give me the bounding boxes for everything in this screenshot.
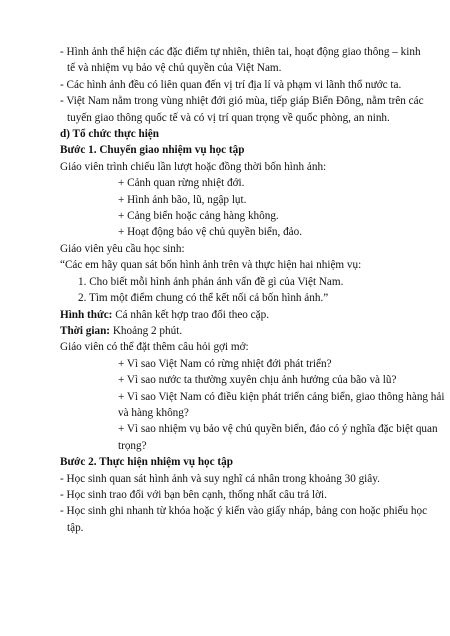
intro-line-3: - Việt Nam nằm trong vùng nhiệt đới gió mùa, tiếp giáp Biển Đông, nằm trên các <box>60 95 424 108</box>
teacher-request: Giáo viên yêu cầu học sinh: <box>60 242 185 255</box>
step2-line-2: - Học sinh trao đổi với bạn bên cạnh, thống nhất câu trả lời. <box>60 488 327 501</box>
form-value: Cá nhân kết hợp trao đổi theo cặp. <box>112 308 269 321</box>
intro-line-1: - Hình ảnh thể hiện các đặc điểm tự nhiên, thiên tai, hoạt động giao thông – kinh <box>60 46 421 58</box>
image-item-4: + Hoạt động bảo vệ chủ quyền biển, đảo. <box>118 226 303 239</box>
image-item-3: + Cảng biển hoặc cảng hàng không. <box>118 210 279 223</box>
time-label: Thời gian: <box>60 324 111 337</box>
section-d-heading: d) Tổ chức thực hiện <box>60 128 159 141</box>
time-value: Khoảng 2 phút. <box>110 324 183 337</box>
step1-intro: Giáo viên trình chiếu lần lượt hoặc đồng thời bốn hình ảnh: <box>60 160 327 173</box>
question-4: + Vì sao nhiệm vụ bảo vệ chủ quyền biển, đảo có ý nghĩa đặc biệt quan <box>118 423 438 436</box>
question-1: + Vì sao Việt Nam có rừng nhiệt đới phát triển? <box>118 357 332 370</box>
question-3-cont: và hàng không? <box>118 406 189 419</box>
question-4-cont: trọng? <box>118 439 147 452</box>
intro-line-1-cont: tế và nhiệm vụ bảo vệ chủ quyền của Việt Nam. <box>67 62 282 75</box>
form-line <box>60 307 420 323</box>
image-item-1: + Cảnh quan rừng nhiệt đới. <box>118 177 245 190</box>
document-body <box>60 44 445 536</box>
step1-heading: Bước 1. Chuyển giao nhiệm vụ học tập <box>60 144 245 157</box>
image-item-2: + Hình ảnh bão, lũ, ngập lụt. <box>118 193 247 206</box>
task-item-2: 2. Tìm một điểm chung có thể kết nối cả bốn hình ảnh.” <box>78 292 329 305</box>
question-3: + Vì sao Việt Nam có điều kiện phát triển cảng biển, giao thông hàng hải <box>118 390 445 403</box>
step2-line-3: - Học sinh ghi nhanh từ khóa hoặc ý kiến vào giấy nháp, bảng con hoặc phiếu học <box>60 505 428 518</box>
step2-line-1: - Học sinh quan sát hình ảnh và suy nghĩ cá nhân trong khoảng 30 giây. <box>60 472 380 485</box>
step2-line-3-cont: tập. <box>67 521 84 534</box>
form-label: Hình thức: <box>60 308 113 321</box>
question-2: + Vì sao nước ta thường xuyên chịu ảnh hưởng của bão và lũ? <box>118 374 397 387</box>
task-quote: “Các em hãy quan sát bốn hình ảnh trên và thực hiện hai nhiệm vụ: <box>60 259 362 272</box>
more-questions-intro: Giáo viên có thể đặt thêm câu hỏi gợi mở: <box>60 341 249 354</box>
intro-line-3-cont: tuyến giao thông quốc tế và có vị trí quan trọng về quốc phòng, an ninh. <box>67 111 390 124</box>
task-item-1: 1. Cho biết mỗi hình ảnh phản ánh vấn đề gì của Việt Nam. <box>78 275 344 288</box>
time-line <box>60 323 420 339</box>
step2-heading: Bước 2. Thực hiện nhiệm vụ học tập <box>60 456 233 469</box>
intro-line-2: - Các hình ảnh đều có liên quan đến vị trí địa lí và phạm vi lãnh thổ nước ta. <box>60 78 402 91</box>
